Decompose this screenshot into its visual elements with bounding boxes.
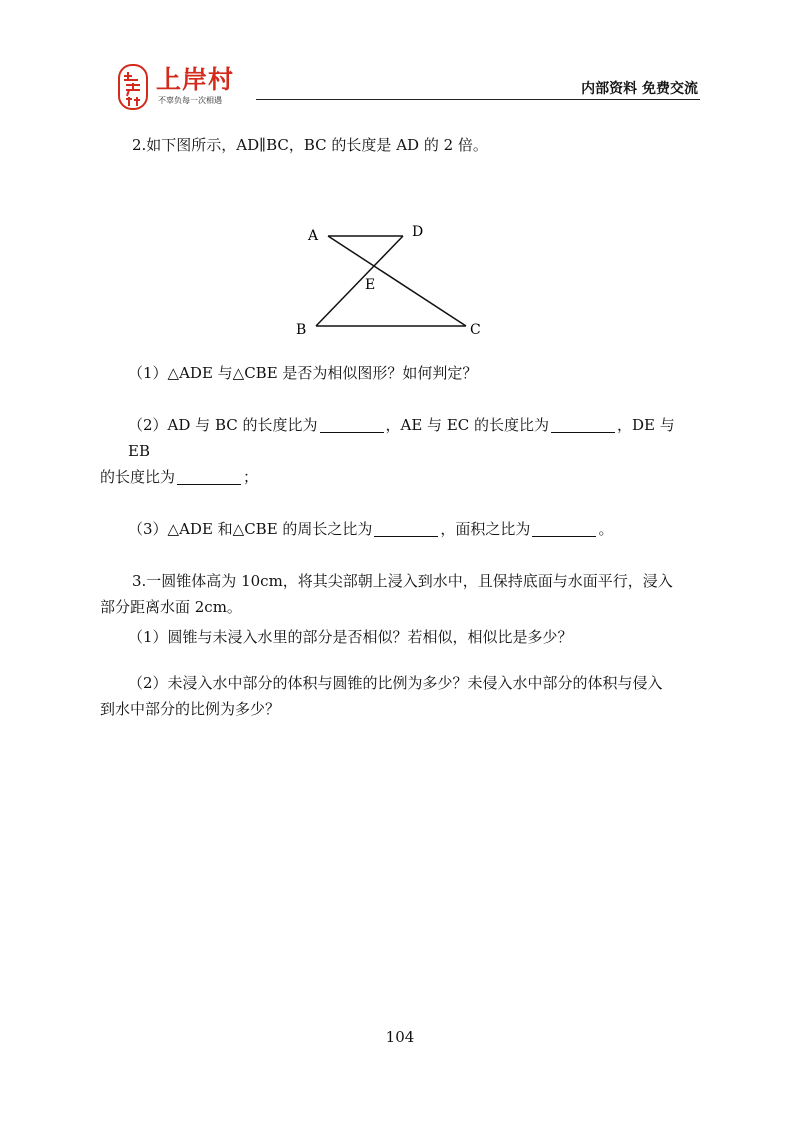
q2-sub2-text-2: ，AE 与 EC 的长度比为	[385, 416, 550, 434]
q2-figure	[100, 176, 700, 338]
label-a: A	[308, 228, 319, 244]
q2-sub2-text-5: ；	[243, 468, 259, 486]
answer-blank-perimeter[interactable]	[374, 520, 438, 537]
q2-sub2-continued	[100, 464, 700, 490]
q2-sub2-text-1: （2）AD 与 BC 的长度比为	[128, 416, 318, 434]
page-header	[118, 62, 700, 112]
q2-sub1: （1）△ADE 与△CBE 是否为相似图形？如何判定？	[128, 364, 478, 382]
q2-sub2-text-4: 的长度比为	[100, 468, 176, 486]
header-rule	[256, 99, 700, 100]
page-number: 104	[385, 1028, 415, 1046]
answer-blank-area[interactable]	[532, 520, 596, 537]
label-e: E	[365, 277, 376, 293]
header-right-text: 内部资料 免费交流	[581, 81, 698, 97]
q2-sub3	[100, 516, 700, 542]
label-d: D	[412, 224, 424, 240]
q2-sub3-text-2: ，面积之比为	[440, 520, 531, 538]
q3-intro-line2: 部分距离水面 2cm。	[100, 598, 242, 616]
page-content	[100, 132, 700, 722]
q3-sub2-line1: （2）未浸入水中部分的体积与圆锥的比例为多少？未侵入水中部分的体积与侵入	[128, 674, 663, 692]
answer-blank-ae-ec[interactable]	[551, 416, 615, 433]
segment-db	[316, 236, 403, 326]
label-b: B	[296, 322, 307, 338]
q3-intro-line1: 3.一圆锥体高为 10cm，将其尖部朝上浸入到水中，且保持底面与水面平行，浸入	[132, 572, 673, 590]
q2-sub3-text-3: 。	[598, 520, 614, 538]
segment-ac	[328, 236, 466, 326]
logo-seal-icon	[118, 64, 148, 110]
triangle-diagram	[290, 176, 500, 338]
logo-title: 上岸村	[156, 65, 235, 94]
label-c: C	[470, 322, 481, 338]
answer-blank-ad-bc[interactable]	[320, 416, 384, 433]
q2-sub3-text-1: （3）△ADE 和△CBE 的周长之比为	[128, 520, 373, 538]
q2-sub2	[100, 412, 700, 464]
q2-sub2-text-3: ，DE 与 EB	[128, 416, 675, 460]
q2-intro: 2.如下图所示，AD∥BC，BC 的长度是 AD 的 2 倍。	[132, 136, 488, 154]
logo-slogan: 不辜负每一次相遇	[158, 96, 222, 105]
answer-blank-de-eb[interactable]	[177, 468, 241, 485]
q3-sub2-line2: 到水中部分的比例为多少？	[100, 700, 281, 718]
q3-sub1: （1）圆锥与未浸入水里的部分是否相似？若相似，相似比是多少？	[128, 628, 573, 646]
